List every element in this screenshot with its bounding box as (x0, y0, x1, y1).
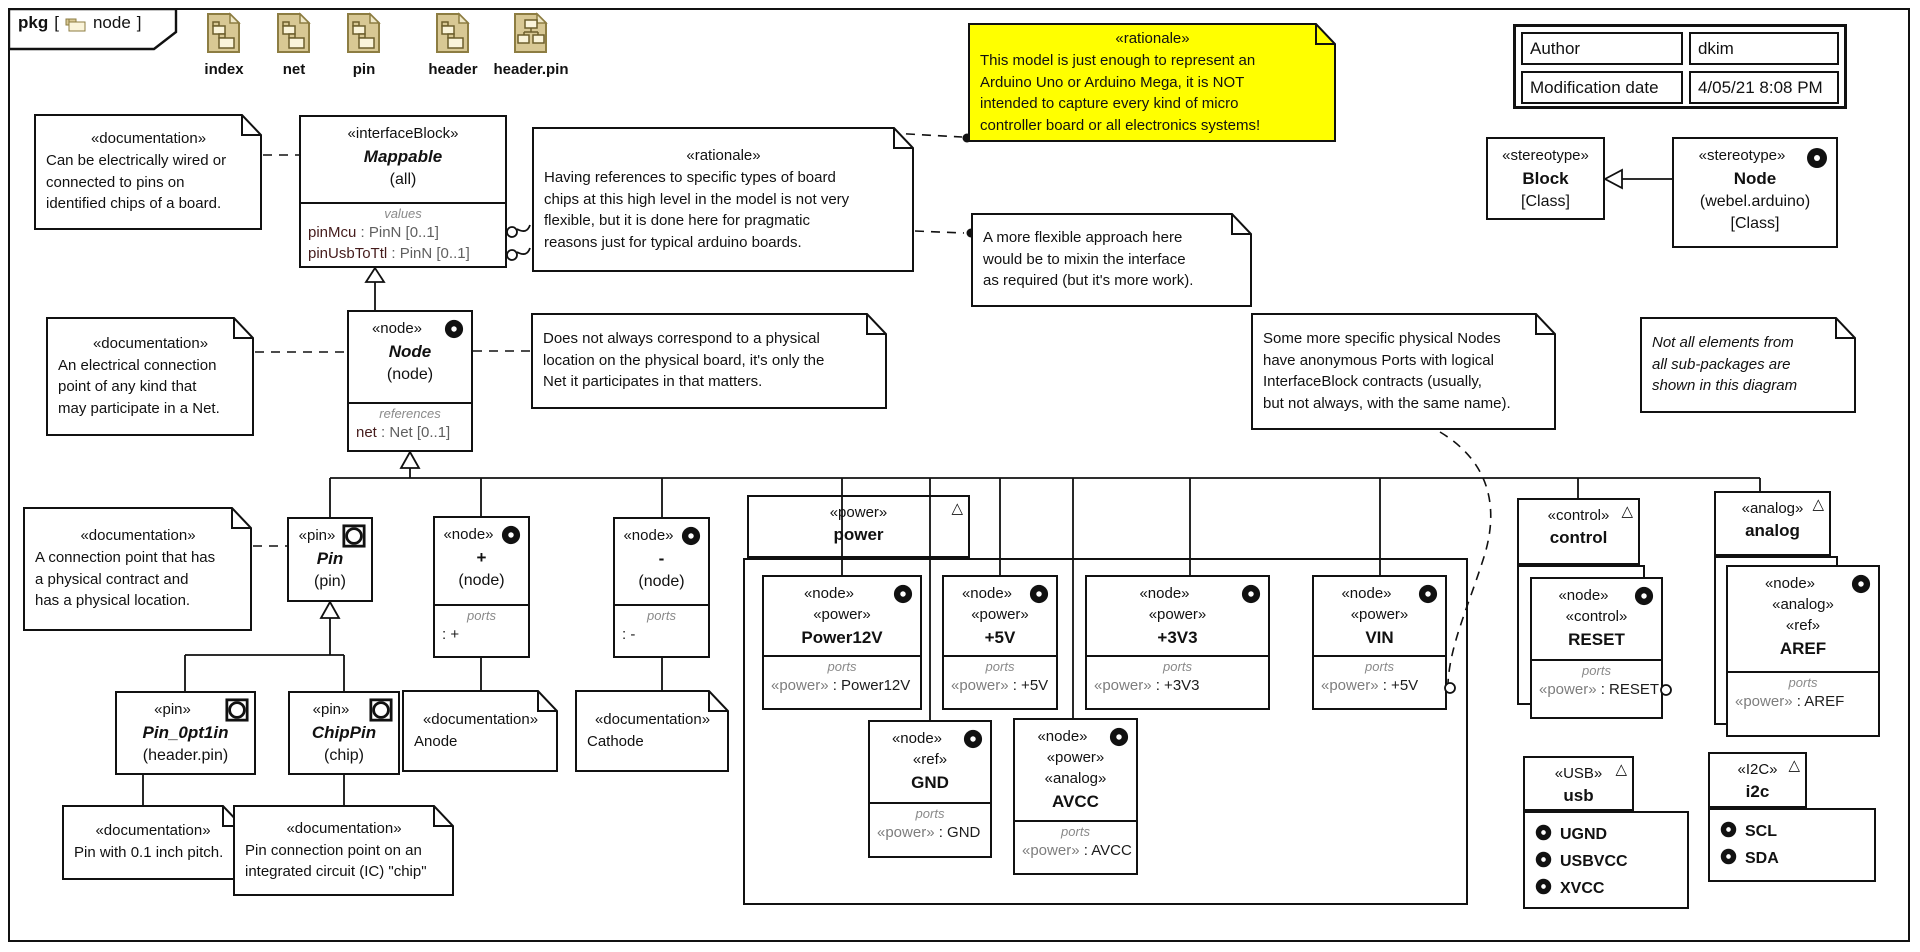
package-header-i2c[interactable] (1708, 752, 1807, 808)
node-icon (1535, 878, 1552, 900)
block-p3v3[interactable] (1085, 575, 1270, 710)
pin-icon (342, 524, 366, 553)
port-stereotype: «power» (1539, 681, 1601, 698)
note-n1[interactable] (34, 114, 263, 231)
property-type: : - (622, 626, 636, 643)
package-name: power (833, 525, 884, 544)
node-icon (444, 319, 464, 344)
package-stereotype: «power» (829, 504, 888, 521)
compartment-line (301, 222, 505, 243)
note-text-line: reasons just for typical arduino boards. (544, 233, 802, 251)
compartment-line (1728, 691, 1878, 712)
note-text-line: A connection point that has (35, 549, 216, 567)
block-name: +5V (984, 628, 1016, 647)
note-n5[interactable] (46, 317, 255, 437)
note-n12[interactable] (62, 805, 244, 881)
note-n7[interactable] (1251, 313, 1557, 431)
package-header-usb[interactable] (1523, 756, 1634, 811)
note-text-line: all sub-packages are (1652, 355, 1791, 373)
block-name: RESET (1568, 630, 1625, 649)
port-stereotype: «power» (1321, 677, 1383, 694)
node-icon (1851, 574, 1871, 599)
note-text-line: InterfaceBlock contracts (usually, (1263, 373, 1482, 390)
block-alias: (pin) (313, 573, 346, 590)
block-stereotype: «node» (371, 320, 423, 337)
note-text-line: Cathode (587, 732, 644, 750)
block-stereotype: «pin» (154, 701, 191, 718)
palette-label: header (428, 61, 478, 78)
note-n8[interactable] (1640, 317, 1857, 414)
compartment-label: ports (827, 659, 857, 674)
item-label: XVCC (1560, 879, 1605, 897)
note-text-line: controller board or all electronics systems! (980, 116, 1261, 134)
block-name: +3V3 (1157, 628, 1198, 647)
note-text-line: An electrical connection (58, 356, 217, 374)
compartment-label: ports (1163, 659, 1192, 674)
compartment-line (349, 422, 471, 443)
block-stereotype: «pin» (298, 527, 336, 544)
node-icon (963, 729, 983, 754)
compartment-line (1015, 840, 1136, 861)
item-label: USBVCC (1560, 852, 1628, 870)
note-n10[interactable] (402, 690, 559, 773)
note-text-line: shown in this diagram (1652, 377, 1798, 395)
package-header-analog[interactable] (1714, 491, 1831, 556)
package-document-icon (185, 12, 263, 59)
note-n3[interactable] (968, 23, 1337, 143)
block-plus[interactable] (433, 516, 530, 658)
note-stereotype: «documentation» (286, 819, 402, 837)
meta-row (1521, 71, 1839, 104)
palette-label: index (204, 61, 244, 78)
stereotype-name: Node (1733, 169, 1777, 188)
package-name: usb (1563, 786, 1594, 805)
compartment-line (1532, 679, 1661, 700)
compartment-label: ports (1582, 663, 1611, 678)
note-text-line: Pin with 0.1 inch pitch. (74, 844, 224, 862)
block-alias: (chip) (323, 747, 364, 764)
port-stereotype: «power» (1022, 842, 1084, 859)
block-stereotype: «node» (803, 585, 855, 602)
note-text-line: chips at this high level in the model is not very (544, 190, 850, 208)
block-stereotype: «node» (1764, 575, 1816, 592)
port-stereotype: «power» (951, 677, 1013, 694)
contains-triangle-icon: △ (1621, 503, 1633, 520)
block-stereotype: «node» (1037, 728, 1088, 745)
compartment-label: ports (1061, 824, 1090, 839)
block-name: ChipPin (311, 723, 377, 742)
package-item-SDA[interactable] (1710, 845, 1874, 872)
note-n9[interactable] (23, 507, 253, 632)
note-text-line: Pin connection point on an (245, 841, 422, 859)
package-stereotype: «I2C» (1737, 761, 1778, 778)
block-p5v[interactable] (942, 575, 1058, 710)
block-name: Node (388, 342, 432, 361)
block-name: + (476, 548, 487, 567)
palette-item-net[interactable] (255, 12, 333, 78)
item-label: SCL (1745, 822, 1777, 840)
note-stereotype: «documentation» (95, 822, 211, 840)
package-stereotype: «analog» (1741, 500, 1804, 517)
note-stereotype: «documentation» (92, 334, 209, 352)
stereotype-detail: [Class] (1521, 193, 1570, 210)
note-text-line: Anode (414, 732, 458, 750)
package-name: control (1549, 528, 1608, 547)
block-stereotype: «interfaceBlock» (347, 125, 459, 142)
palette-label: pin (352, 61, 376, 78)
block-pin[interactable] (287, 517, 373, 602)
node-icon (681, 526, 701, 551)
contains-triangle-icon: △ (1812, 496, 1824, 513)
package-item-XVCC[interactable] (1525, 875, 1687, 902)
package-document-icon (255, 12, 333, 59)
stereotype-detail: [Class] (1730, 215, 1780, 232)
package-stereotype: «control» (1547, 507, 1610, 524)
block-stereotype: «ref» (912, 751, 948, 768)
palette-label: net (282, 61, 306, 78)
node-icon (1720, 848, 1737, 870)
note-stereotype: «documentation» (594, 710, 711, 728)
contains-triangle-icon: △ (951, 500, 963, 517)
node-icon (501, 525, 521, 550)
block-name: AREF (1779, 639, 1827, 658)
palette-item-header[interactable] (414, 12, 492, 78)
note-text-line: Does not always correspond to a physical (543, 330, 820, 348)
palette-item-index[interactable] (185, 12, 263, 78)
note-text-line: integrated circuit (IC) "chip" (245, 863, 427, 880)
compartment-label: ports (1365, 659, 1394, 674)
note-text-line: may participate in a Net. (58, 399, 220, 417)
note-text-line: flexible, but it is done here for pragmatic (544, 212, 810, 229)
compartment-label: ports (467, 608, 496, 623)
compartment-line (944, 675, 1056, 696)
block-alias: (node) (386, 366, 434, 383)
package-icon (65, 14, 87, 32)
note-n11[interactable] (575, 690, 730, 773)
note-text-line: identified chips of a board. (46, 195, 222, 213)
property-name: pinMcu (308, 224, 357, 241)
note-text-line: Not all elements from (1652, 334, 1794, 352)
stereotype-detail: (webel.arduino) (1699, 193, 1811, 210)
block-alias: (node) (458, 572, 505, 589)
meta-row (1521, 32, 1839, 65)
compartment-line (435, 624, 528, 645)
note-text-line: connected to pins on (46, 173, 185, 191)
contains-triangle-icon: △ (1788, 757, 1800, 774)
stereotype-keyword: «stereotype» (1698, 147, 1786, 164)
property-type: : AVCC (1083, 842, 1132, 859)
note-text-line: as required (but it's more work). (983, 272, 1194, 290)
block-stereotype: «power» (971, 606, 1029, 623)
block-minus[interactable] (613, 517, 710, 658)
block-aref[interactable] (1726, 565, 1880, 737)
note-stereotype: «rationale» (686, 147, 761, 164)
stereotype-box-block[interactable] (1486, 137, 1605, 220)
block-stereotype: «node» (1558, 587, 1609, 604)
contains-triangle-icon: △ (1615, 761, 1627, 778)
block-name: VIN (1365, 628, 1394, 647)
meta-label: Author (1521, 32, 1683, 65)
compartment-label: ports (647, 608, 676, 623)
note-text-line: but not always, with the same name). (1263, 394, 1511, 412)
frame-open-bracket: [ (54, 13, 59, 32)
block-stereotype: «power» (813, 606, 871, 623)
item-label: SDA (1745, 849, 1779, 867)
block-power12v[interactable] (762, 575, 922, 710)
frame-close-bracket: ] (136, 13, 142, 32)
palette-label: header.pin (493, 61, 569, 78)
block-name: - (658, 549, 665, 568)
block-stereotype: «node» (1139, 585, 1190, 602)
node-icon (1535, 824, 1552, 846)
block-name: Pin_0pt1in (142, 723, 229, 742)
block-stereotype: «analog» (1772, 596, 1834, 613)
compartment-line (764, 675, 920, 696)
compartment-label: references (379, 406, 441, 421)
node-icon (1109, 727, 1129, 752)
block-vin[interactable] (1312, 575, 1447, 710)
item-label: UGND (1560, 825, 1608, 843)
note-stereotype: «documentation» (80, 527, 196, 545)
meta-value: dkim (1689, 32, 1839, 65)
property-type: : +5V (1012, 677, 1049, 694)
note-text-line: location on the physical board, it's only the (543, 351, 825, 369)
compartment-label: values (384, 206, 422, 221)
note-text-line: This model is just enough to represent an (980, 52, 1256, 69)
block-alias: (node) (638, 573, 685, 590)
meta-label: Modification date (1521, 71, 1683, 104)
note-text-line: have anonymous Ports with logical (1263, 351, 1494, 369)
block-stereotype: «pin» (312, 701, 350, 718)
package-body-i2c[interactable] (1708, 808, 1876, 882)
stereotype-name: Block (1522, 169, 1569, 188)
node-icon (1418, 584, 1438, 609)
palette-item-header.pin[interactable] (492, 12, 570, 78)
block-avcc[interactable] (1013, 718, 1138, 875)
block-reset[interactable] (1530, 577, 1663, 719)
property-type: : Power12V (832, 677, 911, 694)
block-stereotype: «power» (1046, 749, 1105, 766)
note-text-line: A more flexible approach here (983, 229, 1183, 247)
package-document-icon (492, 12, 570, 59)
property-type: : GND (938, 824, 981, 841)
note-stereotype: «documentation» (90, 130, 207, 148)
block-mappable[interactable] (299, 115, 507, 268)
block-pin0[interactable] (115, 691, 256, 775)
port-stereotype: «power» (771, 677, 833, 694)
block-stereotype: «control» (1565, 608, 1628, 625)
block-stereotype: «power» (1148, 606, 1207, 623)
note-text-line: Can be electrically wired or (46, 152, 227, 170)
property-type: : PinN [0..1] (387, 245, 470, 262)
note-text-line: point of any kind that (58, 378, 197, 396)
compartment-label: ports (915, 806, 945, 821)
block-alias: (header.pin) (142, 747, 229, 764)
block-stereotype: «power» (1350, 606, 1409, 623)
block-name: GND (911, 773, 949, 792)
note-text-line: Arduino Uno or Arduino Mega, it is NOT (980, 73, 1245, 91)
note-stereotype: «documentation» (422, 710, 539, 728)
note-text-line: a physical contract and (35, 570, 189, 588)
pin-icon (369, 698, 393, 727)
compartment-line (1314, 675, 1445, 696)
package-name: i2c (1745, 782, 1770, 801)
frame-diagram-name: node (92, 13, 131, 32)
package-document-icon (325, 12, 403, 59)
note-text-line: would be to mixin the interface (983, 250, 1186, 268)
property-type: : AREF (1796, 693, 1845, 710)
block-name: Mappable (363, 147, 443, 166)
package-header-power[interactable] (747, 495, 970, 558)
package-item-SCL[interactable] (1710, 818, 1874, 845)
property-type: : PinN [0..1] (356, 224, 439, 241)
note-text-line: Having references to specific types of board (544, 169, 836, 186)
property-name: net (356, 424, 377, 441)
block-stereotype: «node» (961, 585, 1013, 602)
property-type: : +3V3 (1155, 677, 1200, 694)
block-alias: (all) (389, 171, 417, 188)
compartment-line (615, 624, 708, 645)
node-icon (1806, 147, 1828, 174)
package-header-control[interactable] (1517, 498, 1640, 565)
note-n13[interactable] (233, 805, 455, 897)
block-stereotype: «node» (623, 527, 674, 544)
frame-tab (8, 8, 188, 57)
node-icon (1634, 586, 1654, 611)
property-type: : Net [0..1] (376, 424, 451, 441)
note-text-line: Some more specific physical Nodes (1263, 330, 1501, 347)
package-document-icon (414, 12, 492, 59)
block-node[interactable] (347, 310, 473, 452)
compartment-label: ports (985, 659, 1015, 674)
frame-keyword: pkg (18, 13, 49, 32)
block-name: AVCC (1052, 792, 1099, 811)
node-icon (1241, 584, 1261, 609)
block-stereotype: «node» (891, 730, 943, 747)
port-stereotype: «power» (877, 824, 939, 841)
compartment-line (1087, 675, 1268, 696)
author-table (1513, 24, 1847, 109)
note-n6[interactable] (531, 313, 888, 410)
property-type: : +5V (1382, 677, 1419, 694)
note-n4[interactable] (971, 213, 1253, 308)
compartment-label: ports (1788, 675, 1818, 690)
package-body-usb[interactable] (1523, 811, 1689, 909)
package-item-UGND[interactable] (1525, 821, 1687, 848)
package-item-USBVCC[interactable] (1525, 848, 1687, 875)
property-type: : RESET (1600, 681, 1660, 698)
node-icon (1535, 851, 1552, 873)
stereotype-keyword: «stereotype» (1502, 147, 1589, 164)
block-stereotype: «analog» (1044, 770, 1107, 787)
package-stereotype: «USB» (1554, 765, 1603, 782)
property-name: pinUsbToTtl (308, 245, 388, 262)
block-stereotype: «ref» (1785, 617, 1821, 634)
block-name: Pin (316, 549, 344, 568)
package-name: analog (1745, 521, 1800, 540)
note-stereotype: «rationale» (1115, 30, 1190, 47)
meta-value: 4/05/21 8:08 PM (1689, 71, 1839, 104)
property-type: : + (442, 626, 460, 643)
note-text-line: Net it participates in that matters. (543, 373, 763, 391)
node-icon (1720, 821, 1737, 843)
compartment-line (301, 243, 505, 264)
node-icon (1029, 584, 1049, 609)
port-stereotype: «power» (1094, 677, 1156, 694)
port-stereotype: «power» (1735, 693, 1797, 710)
node-icon (893, 584, 913, 609)
compartment-line (870, 822, 990, 843)
block-chippin[interactable] (288, 691, 400, 775)
stereotype-box-node[interactable] (1672, 137, 1838, 248)
block-name: Power12V (801, 628, 883, 647)
block-stereotype: «node» (443, 526, 494, 543)
pin-icon (225, 698, 249, 727)
note-text-line: has a physical location. (35, 592, 191, 610)
block-gnd[interactable] (868, 720, 992, 858)
palette-item-pin[interactable] (325, 12, 403, 78)
note-text-line: intended to capture every kind of micro (980, 95, 1239, 112)
block-stereotype: «node» (1341, 585, 1392, 602)
note-n2[interactable] (532, 127, 915, 273)
